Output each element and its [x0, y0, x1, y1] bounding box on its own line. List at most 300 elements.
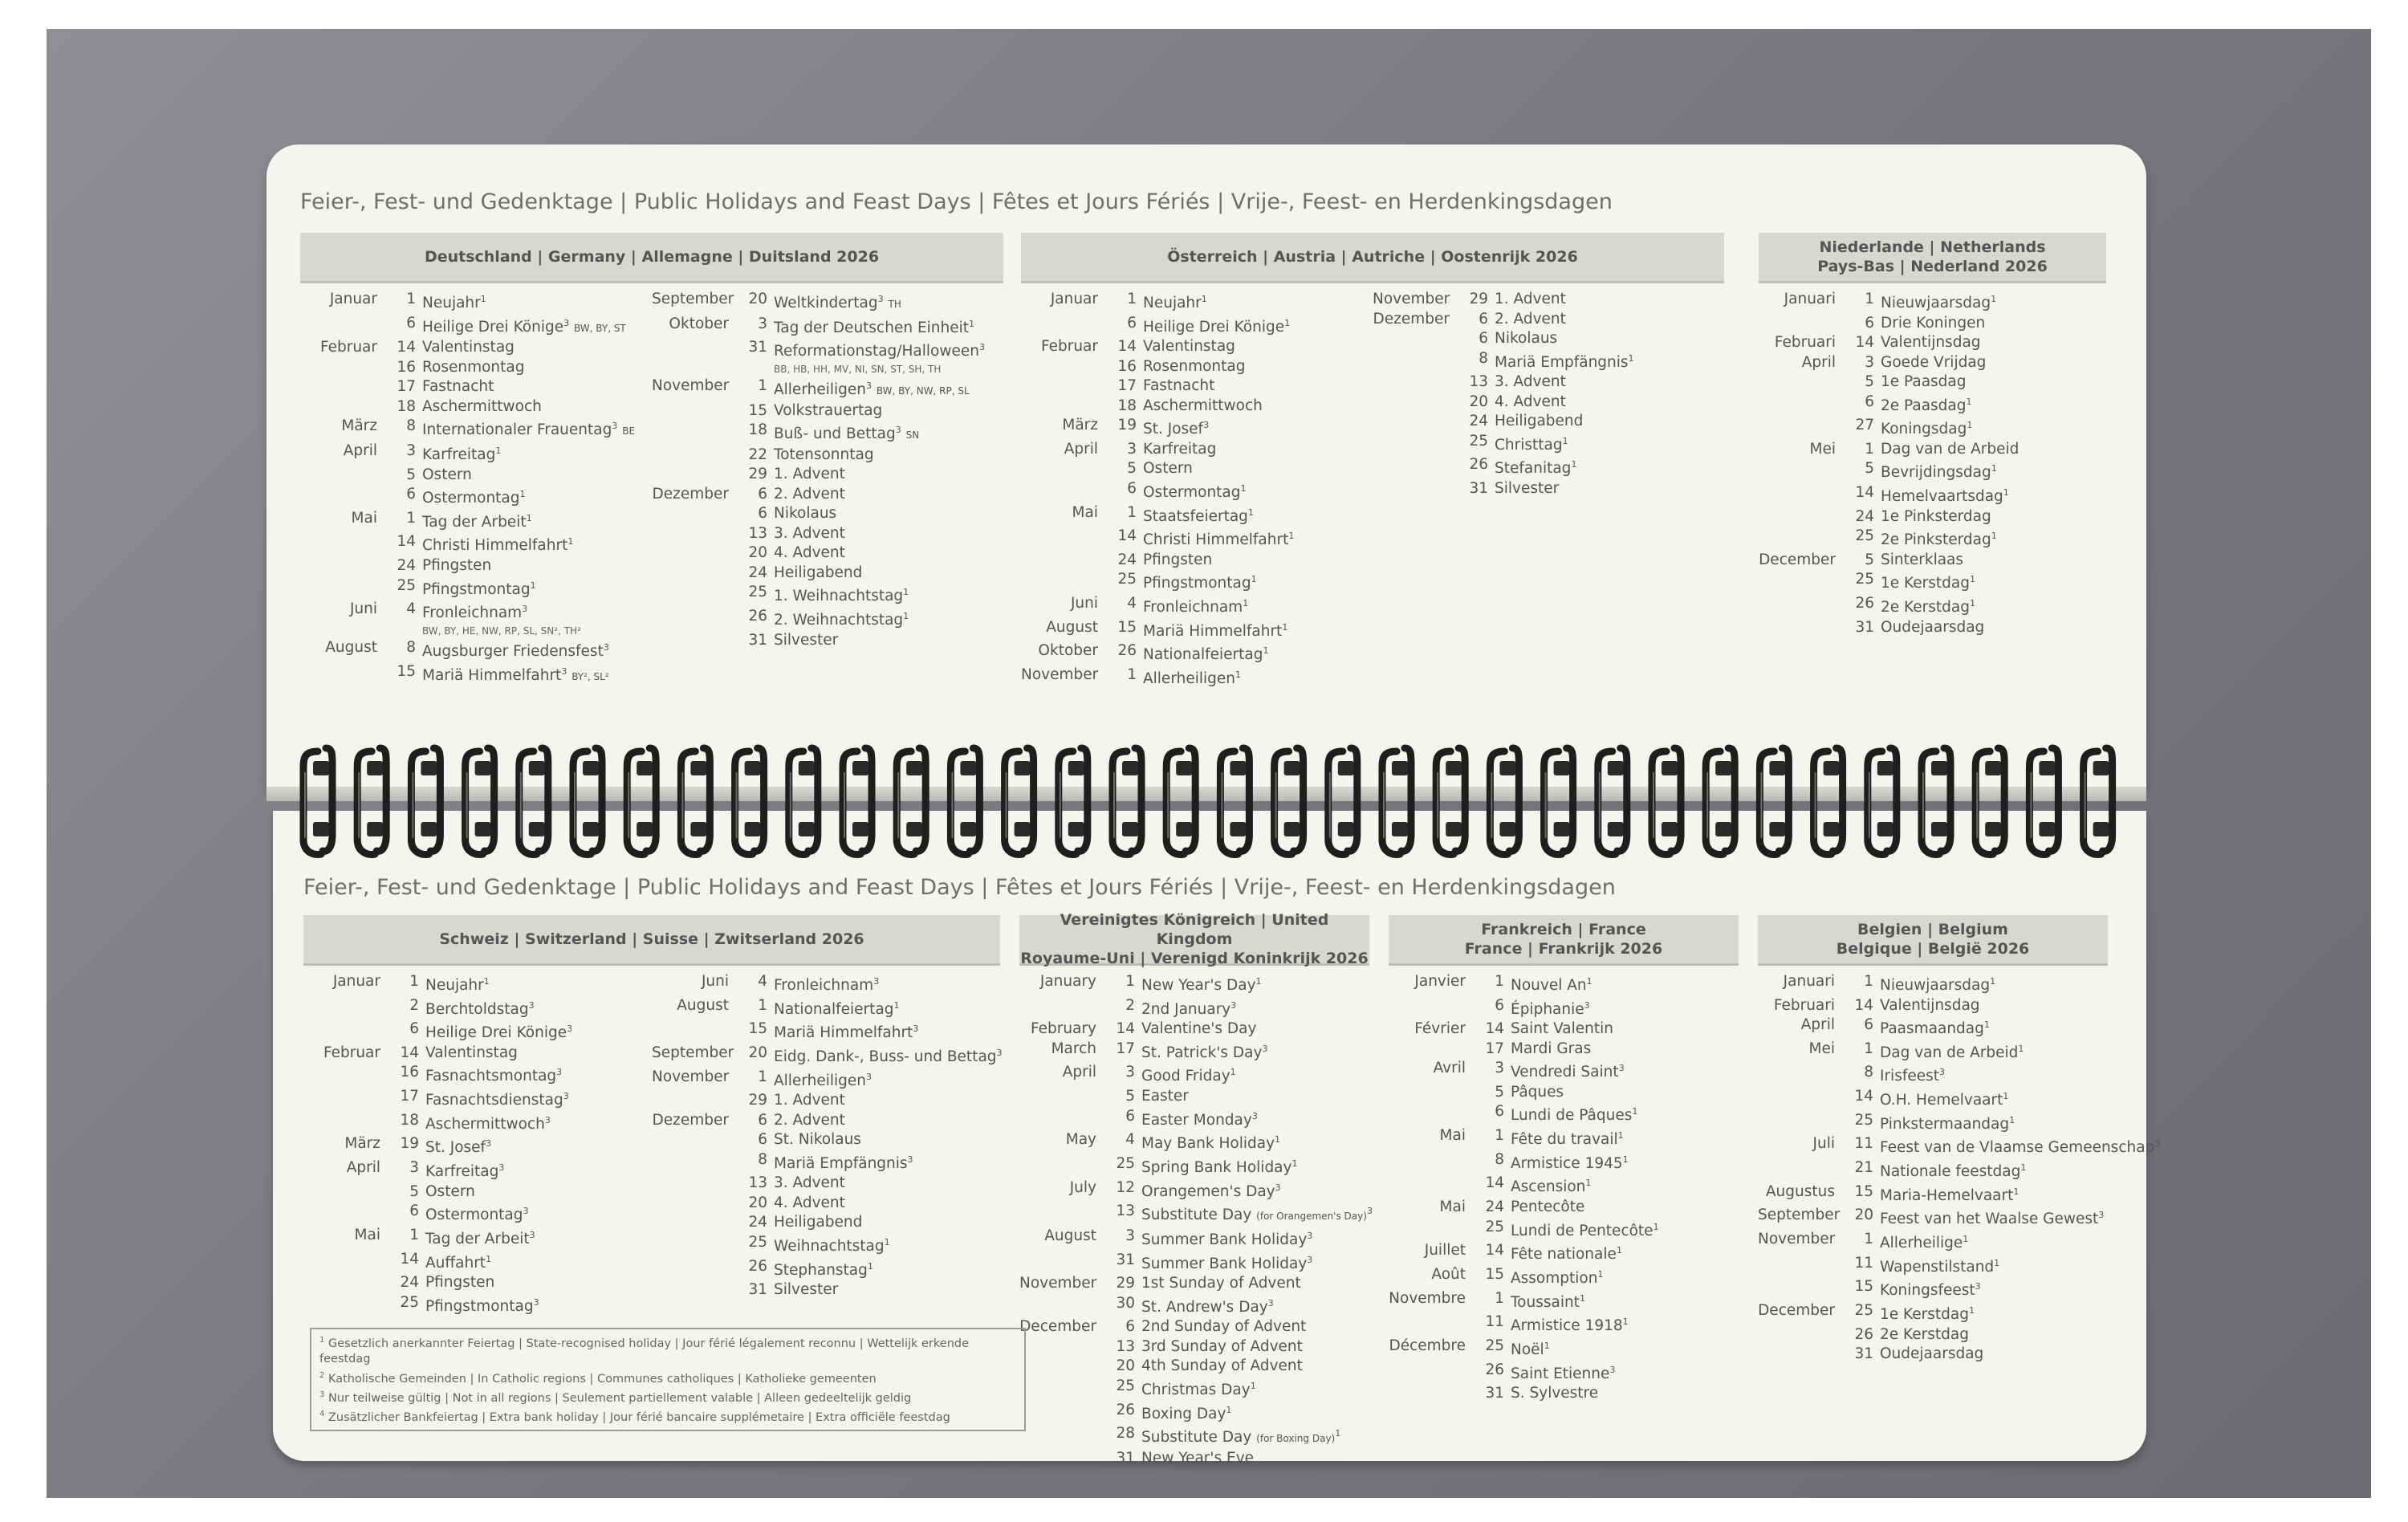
holiday-month: Februar — [1040, 338, 1098, 356]
footnote-ref: 3 — [603, 641, 609, 653]
holiday-name — [774, 485, 1003, 505]
holiday-month: January — [1039, 973, 1096, 990]
holiday-name-text: Christi Himmelfahrt — [1143, 531, 1289, 549]
holiday-day: 14 — [400, 1044, 419, 1061]
holiday-name — [774, 524, 1003, 544]
holiday-row — [652, 401, 1003, 421]
footnote-ref: 3 — [865, 380, 872, 391]
holiday-day: 24 — [748, 1214, 767, 1231]
holiday-name-text: Karfreitag — [422, 446, 496, 464]
holiday-day: 5 — [409, 1182, 419, 1200]
holiday-month — [303, 1087, 380, 1111]
holiday-month — [1373, 329, 1450, 349]
holiday-month: July — [1069, 1178, 1096, 1196]
holiday-month — [1019, 1294, 1096, 1318]
holiday-name — [1495, 432, 1724, 456]
holiday-day: 4 — [406, 600, 416, 618]
holiday-name — [1141, 1337, 1369, 1357]
holiday-day: 6 — [1125, 1318, 1135, 1336]
holiday-name — [1880, 1134, 2160, 1158]
holiday-name — [425, 1134, 652, 1158]
holiday-day: 18 — [400, 1111, 419, 1129]
holiday-row — [300, 638, 652, 662]
footnote-ref: 1 — [1617, 1130, 1624, 1142]
footnote-ref: 3 — [2098, 1210, 2105, 1221]
holiday-day: 6 — [1125, 1107, 1135, 1125]
holiday-month — [1021, 459, 1098, 479]
holiday-row — [300, 662, 652, 687]
holiday-month — [1373, 479, 1450, 499]
holiday-month — [1373, 393, 1450, 413]
holiday-day: 26 — [1469, 456, 1488, 474]
holiday-name-text: Christtag — [1495, 436, 1563, 454]
holiday-month — [1021, 376, 1098, 397]
holiday-name — [425, 1063, 652, 1087]
holiday-row — [1021, 440, 1373, 460]
holiday-name — [774, 1068, 1000, 1092]
footnote-ref: 1 — [903, 587, 909, 598]
footnote-ref: 1 — [1263, 645, 1269, 657]
holiday-name-text: St. Josef — [425, 1139, 486, 1157]
footnote-ref: 1 — [1963, 1234, 1969, 1245]
holiday-name-text: Tag der Deutschen Einheit — [774, 319, 969, 336]
holiday-day: 1 — [1865, 291, 1874, 307]
holiday-row — [1758, 1040, 2108, 1064]
holiday-month — [1019, 1449, 1096, 1469]
holiday-name — [1881, 372, 2106, 393]
holiday-name — [1881, 459, 2106, 483]
holiday-row — [1019, 1401, 1369, 1425]
holiday-row — [1373, 349, 1724, 373]
holiday-row — [1373, 412, 1724, 432]
holiday-day: 5 — [1865, 460, 1874, 478]
holiday-name-text: S. Sylvestre — [1511, 1385, 1599, 1402]
holiday-row — [1389, 1337, 1739, 1361]
holiday-name — [1880, 1040, 2108, 1064]
holiday-name-text: Heiligabend — [1495, 413, 1584, 430]
holiday-name — [1141, 1063, 1369, 1087]
holiday-day: 20 — [748, 291, 767, 307]
holiday-month: Januar — [329, 291, 377, 307]
holiday-row — [1373, 393, 1724, 413]
holiday-name-text: Pfingstmontag — [1143, 575, 1251, 592]
holiday-day: 16 — [397, 358, 416, 376]
holiday-row — [1759, 527, 2106, 551]
holiday-day: 22 — [748, 446, 767, 463]
holiday-month — [1021, 570, 1098, 594]
holiday-month: April — [1801, 353, 1836, 371]
holiday-day: 6 — [1865, 393, 1874, 410]
holiday-month — [1019, 1357, 1096, 1377]
holiday-day: 31 — [1855, 618, 1874, 636]
holiday-row — [300, 576, 652, 600]
holiday-month: Mei — [1809, 440, 1836, 458]
footnote-ref: 3 — [561, 665, 567, 677]
holiday-day: 31 — [1116, 1449, 1135, 1467]
holiday-month — [1758, 1158, 1835, 1182]
holiday-name — [1143, 641, 1373, 665]
footnote-ref: 1 — [1544, 1340, 1550, 1351]
holiday-month: Mai — [1439, 1127, 1466, 1145]
holiday-day: 14 — [1855, 484, 1874, 502]
holiday-month — [1019, 1202, 1096, 1227]
holiday-name — [1881, 618, 2106, 638]
holiday-day: 8 — [1495, 1150, 1504, 1168]
holiday-row — [303, 1019, 652, 1044]
holiday-month — [300, 314, 377, 339]
holiday-name-text: Fête nationale — [1511, 1246, 1617, 1264]
holiday-month: Dezember — [652, 485, 729, 503]
footnote-text: Katholische Gemeinden | In Catholic regions | Communes catholiques | Katholieke gemeenten — [324, 1372, 877, 1386]
holiday-row — [652, 446, 1003, 466]
section-heading — [1389, 915, 1739, 966]
holiday-name — [425, 1158, 652, 1182]
holiday-month — [303, 1182, 380, 1203]
holiday-month — [1021, 357, 1098, 377]
holiday-month: March — [1051, 1040, 1096, 1057]
holiday-month — [652, 421, 729, 446]
holiday-day: 6 — [758, 485, 767, 503]
section-heading-line: Belgique | België 2026 — [1836, 940, 2030, 958]
holiday-name — [425, 1250, 652, 1274]
holiday-name-text: Koningsdag — [1881, 421, 1967, 438]
holiday-row — [1021, 459, 1373, 479]
holiday-row — [1373, 432, 1724, 456]
holiday-day: 11 — [1854, 1254, 1873, 1272]
holiday-day: 24 — [1469, 413, 1488, 430]
holiday-name — [1141, 1202, 1373, 1227]
holiday-name-text: Weihnachtstag — [774, 1238, 885, 1255]
region-codes: TH — [888, 299, 901, 311]
holiday-name — [1511, 1265, 1739, 1289]
footnote-ref: 1 — [530, 580, 536, 591]
region-codes: BE — [622, 425, 636, 437]
holiday-column — [652, 290, 1003, 686]
holiday-name-text: 1e Kerstdag — [1880, 1306, 1969, 1324]
section-heading-line: Niederlande | Netherlands — [1819, 238, 2046, 256]
holiday-name-text: 3. Advent — [774, 524, 845, 542]
holiday-name — [774, 543, 1003, 564]
holiday-day: 6 — [1864, 1016, 1873, 1034]
holiday-name-text: Irisfeest — [1880, 1068, 1940, 1085]
holiday-name-text: Rosenmontag — [422, 358, 525, 376]
holiday-name — [1881, 440, 2106, 460]
holiday-name-text: Ostern — [422, 466, 472, 483]
holiday-name-text: Summer Bank Holiday — [1141, 1231, 1308, 1249]
holiday-name-text: Nationalfeiertag — [774, 1000, 894, 1018]
holiday-name — [1141, 972, 1369, 996]
holiday-column — [1021, 290, 1373, 690]
holiday-day: 6 — [406, 486, 416, 503]
holiday-day: 16 — [400, 1064, 419, 1081]
holiday-name — [1141, 1040, 1369, 1064]
section-heading-line: Deutschland | Germany | Allemagne | Duitsland 2026 — [424, 248, 880, 266]
holiday-name — [774, 996, 1000, 1020]
holiday-day: 3 — [1865, 353, 1874, 371]
holiday-row — [1389, 1040, 1739, 1060]
footnote-text: Zusätzlicher Bankfeiertag | Extra bank holiday | Jour férié bancaire supplémetaire | Extra officiële feestdag — [324, 1411, 950, 1425]
holiday-name — [774, 607, 1003, 631]
holiday-row — [1389, 1289, 1739, 1313]
holiday-name — [1511, 1337, 1739, 1361]
holiday-name-text: Augsburger Friedensfest — [422, 643, 604, 661]
section-switzerland — [303, 915, 1003, 1316]
holiday-day: 25 — [1854, 1111, 1873, 1129]
holiday-name-text: Staatsfeiertag — [1143, 507, 1248, 525]
holiday-row — [303, 1044, 652, 1064]
holiday-day: 3 — [409, 1159, 419, 1177]
holiday-month — [1373, 455, 1450, 479]
holiday-name — [1880, 1111, 2108, 1135]
holiday-day: 15 — [397, 662, 416, 680]
holiday-name — [422, 442, 652, 466]
holiday-month: Juni — [701, 973, 729, 990]
holiday-name — [774, 1280, 1000, 1300]
holiday-day: 2 — [409, 996, 419, 1014]
footnote-ref: 3 — [1230, 999, 1237, 1011]
holiday-row — [652, 421, 1003, 446]
holiday-day: 6 — [758, 505, 767, 523]
holiday-name-text: Christmas Day — [1141, 1382, 1251, 1399]
holiday-row — [652, 543, 1003, 564]
holiday-month: May — [1065, 1131, 1096, 1149]
footnote-ref: 1 — [1966, 396, 1972, 407]
holiday-day: 14 — [1485, 1020, 1504, 1038]
holiday-name-text: Allerheiligen — [1143, 670, 1235, 688]
holiday-month — [1758, 1111, 1835, 1135]
holiday-month: Août — [1431, 1265, 1466, 1283]
region-codes: BW, BY, HE, NW, RP, SL, SN², TH² — [422, 625, 581, 637]
footnote-ref: 3 — [1267, 1297, 1274, 1308]
holiday-name-text: Orangemen's Day — [1141, 1182, 1275, 1200]
footnote-number: 3 — [319, 1390, 325, 1400]
holiday-name — [1511, 1083, 1739, 1103]
holiday-name-text: Heilige Drei Könige — [425, 1024, 567, 1042]
holiday-name — [1880, 972, 2108, 996]
footnote-ref: 1 — [1240, 482, 1247, 494]
holiday-day: 31 — [1469, 479, 1488, 497]
holiday-name-text: Hemelvaartsdag — [1881, 488, 2003, 506]
footnote-ref: 1 — [1586, 976, 1592, 987]
holiday-row — [1389, 972, 1739, 996]
holiday-name-text: 3. Advent — [1495, 373, 1566, 391]
holiday-row — [1758, 1325, 2108, 1345]
holiday-row — [1019, 1337, 1369, 1357]
holiday-name-text: Valentijnsdag — [1881, 334, 1981, 352]
holiday-row — [1019, 1449, 1369, 1469]
holiday-name — [425, 1226, 652, 1250]
holiday-day: 1 — [1864, 1231, 1873, 1248]
footnote-number: 4 — [319, 1410, 325, 1419]
holiday-month — [300, 377, 377, 397]
footnote-ref: 1 — [969, 318, 974, 329]
holiday-name — [1495, 393, 1724, 413]
holiday-row — [300, 600, 652, 624]
holiday-month — [300, 556, 377, 576]
holiday-name — [1141, 996, 1369, 1020]
holiday-name — [774, 504, 1003, 524]
holiday-row — [1019, 996, 1369, 1020]
holiday-day: 25 — [1855, 571, 1874, 588]
holiday-day: 1 — [1495, 1289, 1504, 1307]
holiday-day: 6 — [409, 1203, 419, 1220]
holiday-day: 1 — [409, 1226, 419, 1243]
holiday-name-text: Nikolaus — [774, 505, 837, 523]
holiday-row — [652, 1194, 1000, 1214]
holiday-row — [1389, 1019, 1739, 1040]
holiday-day: 5 — [1125, 1088, 1135, 1105]
section-heading-line: Österreich | Austria | Autriche | Oostenrijk 2026 — [1167, 248, 1578, 266]
holiday-name-text: Pfingstmontag — [422, 580, 531, 598]
holiday-day: 1 — [409, 973, 419, 990]
holiday-month — [300, 397, 377, 417]
footnote-ref: 1 — [1335, 1428, 1341, 1439]
footnote-ref: 3 — [1203, 420, 1210, 431]
holiday-month: April — [1064, 440, 1098, 458]
holiday-row — [1019, 1019, 1369, 1040]
holiday-name — [1143, 337, 1373, 357]
holiday-name-text: Neujahr — [1143, 295, 1202, 312]
holiday-name — [425, 972, 652, 996]
holiday-day: 4 — [1127, 595, 1137, 612]
region-codes: BW, BY, ST — [573, 322, 626, 334]
holiday-day: 25 — [1117, 571, 1137, 588]
footnote-ref: 3 — [2154, 1138, 2161, 1150]
footnote-ref: 1 — [1585, 1178, 1592, 1189]
holiday-row — [300, 509, 652, 533]
holiday-name-text: Drie Koningen — [1881, 314, 1986, 332]
holiday-name — [1143, 503, 1373, 527]
holiday-day: 24 — [1117, 551, 1137, 568]
holiday-month — [1021, 479, 1098, 503]
holiday-month — [300, 485, 377, 509]
holiday-month — [1021, 551, 1098, 571]
holiday-row — [1373, 455, 1724, 479]
holiday-row — [1758, 1134, 2161, 1158]
holiday-name — [1881, 507, 2106, 527]
footnote-ref: 1 — [1251, 574, 1257, 585]
footnote-ref: 3 — [523, 1206, 529, 1217]
holiday-columns — [300, 290, 1003, 686]
holiday-month: Février — [1414, 1020, 1466, 1038]
holiday-month: Dezember — [652, 1111, 729, 1129]
holiday-name-text: Allerheilige — [1880, 1235, 1963, 1252]
holiday-name — [425, 1111, 652, 1135]
holiday-row — [1389, 1241, 1739, 1265]
holiday-row — [1389, 1218, 1739, 1242]
holiday-name — [1880, 1345, 2108, 1365]
holiday-name-text: Heiligabend — [774, 1214, 863, 1231]
holiday-day: 20 — [748, 1194, 767, 1211]
holiday-month: Februar — [319, 339, 377, 356]
holiday-month — [1759, 594, 1836, 618]
footnote-ref: 3 — [563, 1091, 569, 1102]
holiday-name-text: Substitute Day — [1141, 1207, 1252, 1224]
holiday-day: 26 — [1116, 1401, 1135, 1418]
holiday-name — [1881, 483, 2106, 507]
footnote-ref: 1 — [1991, 294, 1997, 304]
holiday-row — [1758, 1301, 2108, 1325]
footnote-ref: 1 — [2013, 1186, 2020, 1197]
holiday-name-text: Neujahr — [425, 977, 484, 995]
region-codes: (for Orangemen's Day) — [1256, 1211, 1367, 1223]
holiday-day: 5 — [406, 466, 416, 483]
holiday-month: Augustus — [1765, 1182, 1835, 1200]
holiday-row — [1758, 1345, 2108, 1365]
holiday-row — [1759, 393, 2106, 417]
holiday-name-text: Ostermontag — [1143, 484, 1241, 502]
holiday-row — [303, 1273, 652, 1293]
holiday-name — [1511, 1312, 1739, 1337]
holiday-name-text: Valentinstag — [422, 339, 515, 356]
holiday-name-text: Pfingsten — [425, 1274, 495, 1292]
holiday-month: September — [652, 1044, 734, 1061]
holiday-day: 13 — [1116, 1337, 1135, 1355]
footnote-ref: 3 — [1307, 1230, 1313, 1241]
footnote-ref: 3 — [1307, 1254, 1313, 1265]
holiday-month — [303, 1293, 380, 1317]
holiday-name-text: Dag van de Arbeid — [1881, 440, 2020, 458]
holiday-day: 12 — [1116, 1178, 1135, 1196]
holiday-name-text: Valentijnsdag — [1880, 996, 1980, 1014]
holiday-month — [300, 466, 377, 486]
holiday-row — [1759, 416, 2106, 440]
holiday-day: 29 — [748, 1092, 767, 1109]
holiday-month — [652, 1233, 729, 1257]
holiday-day: 24 — [1855, 507, 1874, 525]
holiday-name — [1143, 416, 1373, 440]
holiday-day: 1 — [1127, 666, 1137, 684]
footnote-ref: 3 — [1609, 1364, 1616, 1375]
holiday-name — [1511, 1384, 1739, 1404]
holiday-name — [1881, 416, 2106, 440]
holiday-name — [774, 421, 1003, 446]
holiday-name — [422, 290, 652, 314]
holiday-name — [422, 358, 652, 378]
footnote-line — [319, 1333, 1016, 1368]
holiday-name-text: Lundi de Pentecôte — [1511, 1222, 1653, 1239]
section-germany — [300, 233, 1003, 686]
footnote-ref: 1 — [1255, 976, 1262, 987]
holiday-name — [1511, 1102, 1739, 1126]
holiday-month: Oktober — [669, 315, 729, 332]
holiday-name-text: 1e Pinksterdag — [1881, 507, 1991, 525]
holiday-name — [1881, 527, 2106, 551]
holiday-month — [1389, 1361, 1466, 1385]
holiday-row — [652, 485, 1003, 505]
footnote-ref: 3 — [1262, 1043, 1268, 1054]
holiday-column — [1019, 972, 1373, 1468]
holiday-name — [1141, 1401, 1369, 1425]
holiday-row — [1389, 1059, 1739, 1083]
holiday-column — [1759, 290, 2106, 637]
holiday-row — [1019, 1424, 1369, 1449]
holiday-day: 24 — [1485, 1198, 1504, 1216]
footnote-ref: 3 — [895, 425, 901, 436]
holiday-day: 25 — [397, 576, 416, 594]
holiday-name — [1141, 1251, 1369, 1275]
holiday-name — [774, 1019, 1000, 1044]
holiday-name-text: Aschermittwoch — [422, 397, 542, 415]
holiday-row — [652, 564, 1003, 584]
holiday-day: 15 — [1485, 1265, 1504, 1283]
holiday-month: December — [1019, 1318, 1096, 1336]
holiday-name-text: Silvester — [774, 631, 839, 649]
footnote-line — [319, 1406, 1016, 1426]
holiday-month — [652, 1130, 729, 1150]
footnote-ref: 1 — [1282, 621, 1288, 633]
holiday-day: 13 — [748, 524, 767, 542]
